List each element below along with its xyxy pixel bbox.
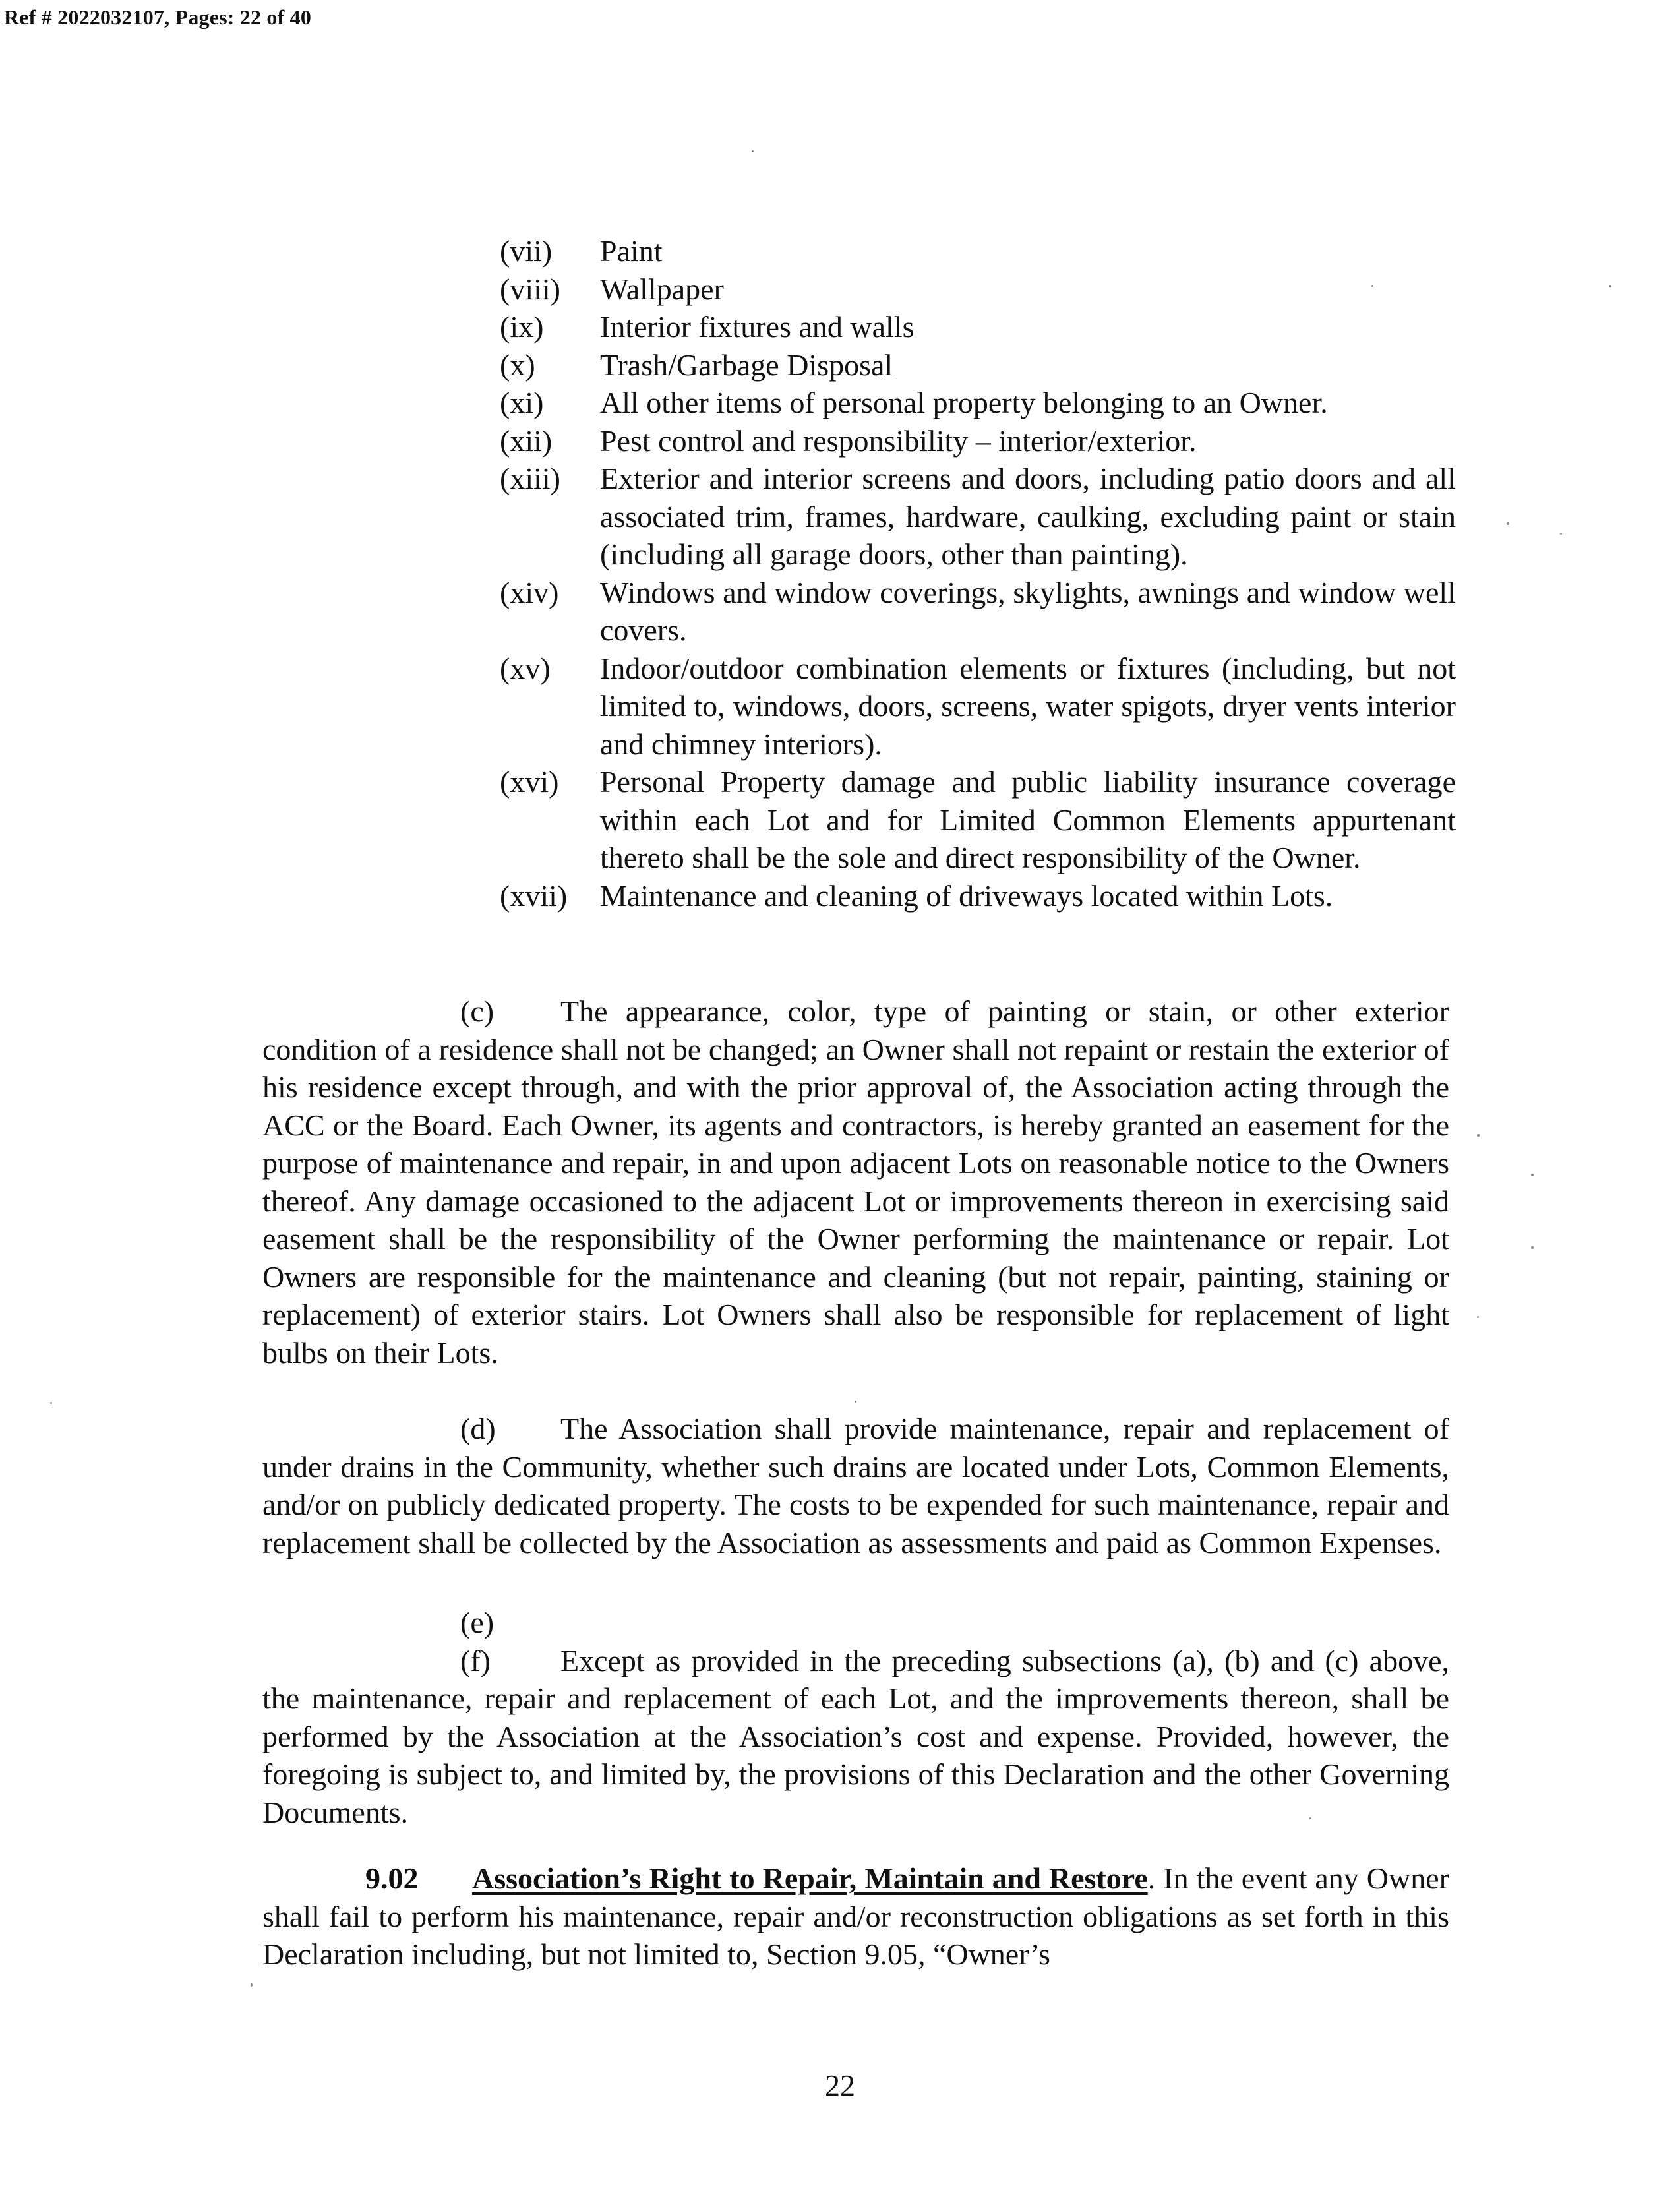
paragraph-f-label: (f)	[460, 1643, 491, 1677]
list-item-text: Windows and window coverings, skylights, awnings and window well covers.	[600, 575, 1456, 647]
list-item	[500, 422, 1456, 460]
document-reference-header: Ref # 2022032107, Pages: 22 of 40	[4, 5, 312, 29]
paragraph-c-label: (c)	[460, 994, 495, 1028]
list-item-number: (xv)	[500, 651, 551, 685]
scan-speck	[1309, 1817, 1311, 1819]
scan-speck	[1531, 1246, 1534, 1249]
list-item	[500, 877, 1456, 915]
list-item	[500, 232, 1456, 270]
scan-speck	[1609, 285, 1611, 287]
list-item-text: Interior fixtures and walls	[600, 310, 915, 344]
paragraph-f-text: Except as provided in the preceding subsections (a), (b) and (c) above, the maintenance, repair and replacement of each Lot, and the improvements thereon, shall be performed by the Association at the Association’s cost and expense. Provided, however, the foregoing is subject to, and limited by, the provisions of this Declaration and the other Governing Documents.	[262, 1643, 1449, 1829]
list-item-text: Maintenance and cleaning of driveways located within Lots.	[600, 878, 1333, 913]
scan-speck	[1507, 522, 1509, 525]
scan-speck	[855, 1401, 856, 1403]
list-item	[500, 384, 1456, 422]
list-item-number: (xvii)	[500, 878, 568, 913]
scan-speck	[251, 1983, 253, 1987]
section-text: . In the event any Owner shall fail to perform his maintenance, repair and/or reconstruction obligations as set forth in this Declaration including, but not limited to, Section 9.05, “Owner’s	[262, 1861, 1449, 1971]
list-item-text: Exterior and interior screens and doors, including patio doors and all associated trim, frames, hardware, caulking, excluding paint or stain (including all garage doors, other than painting).	[600, 462, 1456, 571]
list-item	[500, 346, 1456, 384]
page-number: 22	[825, 2069, 855, 2102]
list-item-number: (ix)	[500, 310, 544, 344]
list-item-number: (xiii)	[500, 462, 560, 495]
list-item-text: Wallpaper	[600, 272, 724, 306]
list-item-text: Paint	[600, 234, 663, 268]
list-item	[500, 308, 1456, 346]
paragraph-c	[262, 992, 1449, 1372]
scan-speck	[1477, 1316, 1479, 1318]
section-title: Association’s Right to Repair, Maintain and Restore	[472, 1861, 1148, 1895]
list-item-number: (xiv)	[500, 575, 559, 609]
list-item-number: (xii)	[500, 423, 553, 458]
scan-speck	[1371, 285, 1373, 287]
paragraph-d	[262, 1410, 1449, 1561]
paragraph-c-text: The appearance, color, type of painting or stain, or other exterior condition of a residence shall not be changed; an Owner shall not repaint or restain the exterior of his residence except through, and with the prior approval of, the Association acting through the ACC or the Board. Each Owner, its agents and contractors, is hereby granted an easement for the purpose of maintenance and repair, in and upon adjacent Lots on reasonable notice to the Owners thereof. Any damage occasioned to the adjacent Lot or improvements thereon in exercising said easement shall be the responsibility of the Owner performing the maintenance or repair. Lot Owners are responsible for the maintenance and cleaning (but not repair, painting, staining or replacement) of exterior stairs. Lot Owners shall also be responsible for replacement of light bulbs on their Lots.	[262, 994, 1449, 1370]
section-number: 9.02	[365, 1861, 419, 1895]
list-item-number: (x)	[500, 347, 535, 382]
scan-speck	[1560, 533, 1562, 535]
list-item-number: (vii)	[500, 234, 553, 268]
paragraph-e-label: (e)	[460, 1606, 495, 1639]
scan-speck	[752, 150, 754, 152]
list-item-text: Personal Property damage and public liability insurance coverage within each Lot and for Limited Common Elements appurtenant thereto shall be the sole and direct responsibility of the Owner.	[600, 765, 1456, 874]
list-item	[500, 270, 1456, 309]
list-item-number: (xvi)	[500, 765, 559, 799]
list-item-text: All other items of personal property belonging to an Owner.	[600, 386, 1328, 419]
list-item-number: (viii)	[500, 272, 560, 306]
list-item	[500, 460, 1456, 574]
paragraph-d-text: The Association shall provide maintenance, repair and replacement of under drains in the Community, whether such drains are located under Lots, Common Elements, and/or on publicly dedicated property. The costs to be expended for such maintenance, repair and replacement shall be collected by the Association as assessments and paid as Common Expenses.	[262, 1412, 1449, 1559]
paragraph-f	[262, 1642, 1449, 1832]
list-item-text: Indoor/outdoor combination elements or fixtures (including, but not limited to, windows, doors, screens, water spigots, dryer vents interior and chimney interiors).	[600, 651, 1456, 761]
list-item	[500, 763, 1456, 877]
list-item-text: Pest control and responsibility – interior/exterior.	[600, 423, 1197, 458]
paragraph-e-f	[262, 1604, 1449, 1831]
section-9-02	[262, 1859, 1449, 1974]
scan-speck	[50, 1402, 52, 1404]
list-item	[500, 574, 1456, 649]
scan-speck	[1477, 1134, 1480, 1137]
list-item-number: (xi)	[500, 386, 544, 419]
scan-speck	[1531, 1174, 1534, 1176]
paragraph-d-label: (d)	[460, 1412, 496, 1445]
responsibility-list	[500, 232, 1456, 915]
list-item-text: Trash/Garbage Disposal	[600, 347, 893, 382]
list-item	[500, 649, 1456, 764]
